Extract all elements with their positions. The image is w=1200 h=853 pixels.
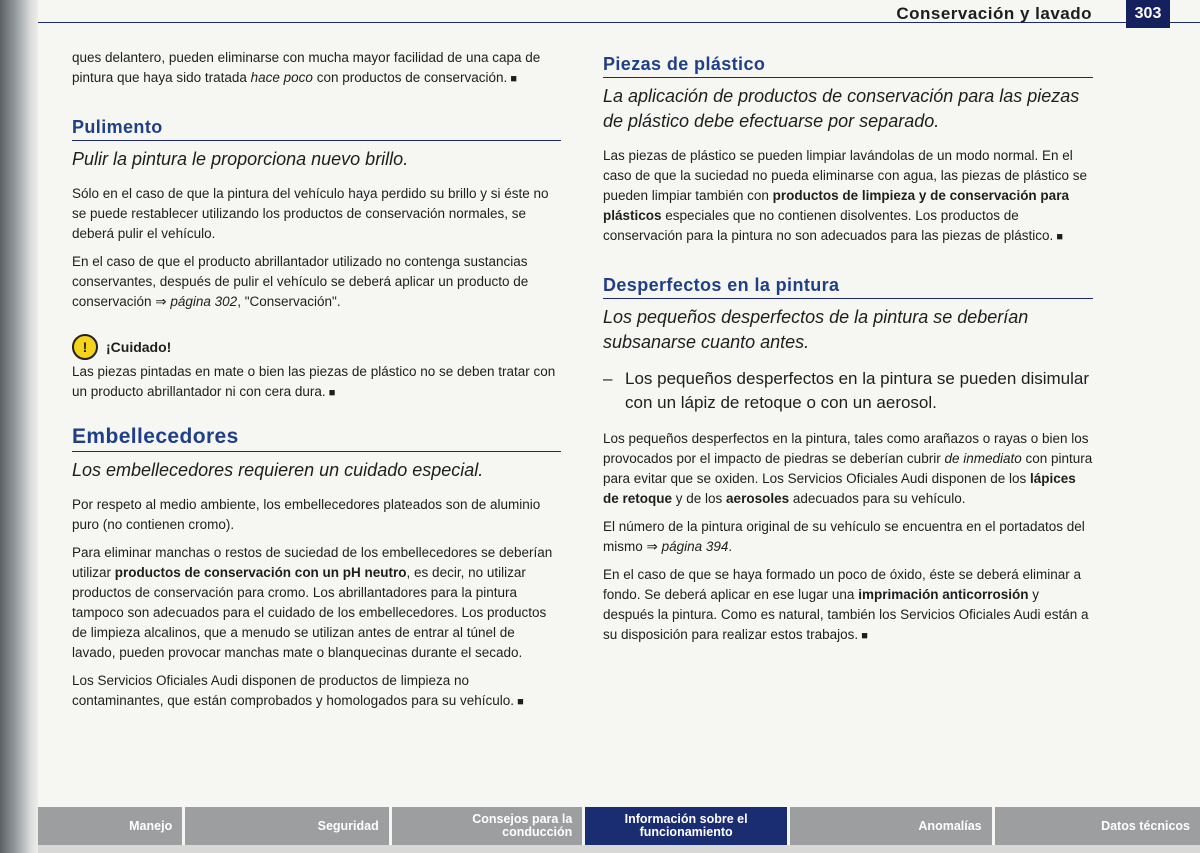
- section-title-embellecedores: Embellecedores: [72, 425, 561, 452]
- nav-label: Anomalías: [918, 818, 982, 833]
- text-run: especiales que no contienen disolventes. Los productos de conservación para la pintura no son adecuados para las piezas de plástico.: [603, 208, 1054, 243]
- section-lead-pulimento: Pulir la pintura le proporciona nuevo brillo.: [72, 149, 409, 169]
- caution-title: ¡Cuidado!: [106, 339, 172, 355]
- desperfectos-paragraph-2: [603, 517, 1093, 557]
- nav-label: Manejo: [129, 818, 173, 833]
- bold-run: imprimación anticorrosión: [858, 587, 1029, 602]
- text-run: Para eliminar manchas o restos de suciedad de los embellecedores se deberían utilizar: [72, 545, 553, 580]
- section-lead-embellecedores: Los embellecedores requieren un cuidado especial.: [72, 460, 484, 480]
- intro-paragraph: [72, 48, 561, 89]
- section-title-pulimento: Pulimento: [72, 117, 561, 141]
- nav-label: Consejos para la conducción: [472, 812, 573, 839]
- list-item-text: Los pequeños desperfectos en la pintura se pueden disimular con un lápiz de retoque o con un aerosol.: [625, 369, 1090, 412]
- text-run: En el caso de que se haya formado un poco de óxido, éste se deberá eliminar a fondo. Se deberá aplicar en ese lugar una: [603, 567, 1082, 602]
- right-column: [603, 48, 1093, 654]
- caution-header: [72, 334, 561, 360]
- nav-tab-manejo[interactable]: [38, 807, 182, 845]
- section-lead-plastico: La aplicación de productos de conservación para las piezas de plástico debe efectuarse por separado.: [603, 86, 1080, 131]
- text-run: con productos de conservación.: [312, 70, 508, 85]
- text-run: y de los: [672, 491, 727, 506]
- text-run: En el caso de que el producto abrillantador utilizado no contenga sustancias conservantes, después de pulir el vehículo se deberá aplicar un producto de conservación ⇒: [72, 254, 529, 309]
- left-column: [72, 48, 561, 720]
- chapter-title: Conservación y lavado: [896, 4, 1092, 23]
- manual-page: [38, 0, 1200, 853]
- bottom-bar: [38, 845, 1200, 853]
- nav-tab-datos-tecnicos[interactable]: [995, 807, 1200, 845]
- nav-label: Seguridad: [317, 818, 379, 833]
- caution-box: [72, 334, 561, 403]
- italic-run: hace poco: [250, 70, 313, 85]
- embellecedores-paragraph-1: Por respeto al medio ambiente, los embellecedores plateados son de aluminio puro (no contienen cromo).: [72, 497, 541, 532]
- text-run: El número de la pintura original de su vehículo se encuentra en el portadatos del mismo ⇒: [603, 519, 1085, 554]
- embellecedores-paragraph-3: Los Servicios Oficiales Audi disponen de productos de limpieza no contaminantes, que están comprobados y homologados para su vehículo. ■: [72, 671, 561, 712]
- plastico-paragraph-1: [603, 146, 1093, 247]
- italic-run: página 302: [170, 294, 238, 309]
- text-run: Las piezas de plástico se pueden limpiar lavándolas de un modo normal. En el caso de que la suciedad no pueda eliminarse con agua, las piezas de plástico se pueden limpiar también con: [603, 148, 1088, 203]
- italic-run: página 394: [661, 539, 729, 554]
- nav-tab-anomalias[interactable]: [790, 807, 992, 845]
- chapter-nav: [38, 807, 1200, 845]
- nav-label: Información sobre el funcionamiento: [624, 812, 748, 839]
- text-run: ques delantero, pueden eliminarse con mucha mayor facilidad de una capa de pintura que haya sido tratada: [72, 50, 541, 85]
- page-number: 303: [1126, 0, 1170, 28]
- embellecedores-paragraph-2: [72, 543, 561, 663]
- italic-run: de inmediato: [944, 451, 1022, 466]
- section-title-plastico: Piezas de plástico: [603, 54, 1093, 78]
- bold-run: aerosoles: [726, 491, 790, 506]
- bold-run: productos de limpieza y de conservación para plásticos: [603, 188, 1069, 223]
- text-run: adecuados para su vehículo.: [789, 491, 966, 506]
- text-run: , es decir, no utilizar productos de conservación para cromo. Los abrillantadores para la pintura tampoco son adecuados para el cuidado de los embellecedores. Los productos de limpieza alcalinos, que a menudo se utilizan antes de entrar al túnel de lavado, pueden provocar manchas mate o blanquecinas durante el secado.: [72, 565, 547, 660]
- warning-icon: !: [72, 334, 98, 360]
- pulimento-paragraph-1: Sólo en el caso de que la pintura del vehículo haya perdido su brillo y si éste no se puede restablecer utilizando los productos de conservación normales, se deberá pulir el vehículo.: [72, 186, 549, 241]
- section-lead-desperfectos: Los pequeños desperfectos de la pintura se deberían subsanarse cuanto antes.: [603, 307, 1029, 352]
- nav-label: Datos técnicos: [1101, 818, 1190, 833]
- list-item: [603, 367, 1093, 415]
- text-run: , "Conservación".: [237, 294, 341, 309]
- nav-tab-informacion[interactable]: [585, 807, 787, 845]
- section-title-desperfectos: Desperfectos en la pintura: [603, 275, 1093, 299]
- text-run: .: [728, 539, 733, 554]
- text-run: con pintura para evitar que se oxiden. Los Servicios Oficiales Audi disponen de los: [603, 451, 1093, 486]
- pulimento-paragraph-2: [72, 252, 561, 312]
- desperfectos-paragraph-3: [603, 565, 1093, 646]
- text-run: y después la pintura. Como es natural, también los Servicios Oficiales Audi están a su disposición para realizar estos trabajos.: [603, 587, 1089, 642]
- nav-tab-consejos[interactable]: [392, 807, 583, 845]
- text-run: Los pequeños desperfectos en la pintura, tales como arañazos o rayas o bien los provocados por el impacto de piedras se deberían cubrir: [603, 431, 1089, 466]
- bold-run: lápices de retoque: [603, 471, 1076, 506]
- bold-run: productos de conservación con un pH neutro: [114, 565, 407, 580]
- desperfectos-paragraph-1: [603, 429, 1093, 509]
- caution-text: Las piezas pintadas en mate o bien las piezas de plástico no se deben tratar con un producto abrillantador ni con cera dura. ■: [72, 362, 561, 403]
- book-spine-shadow: [0, 0, 38, 853]
- nav-tab-seguridad[interactable]: [185, 807, 389, 845]
- dash-icon: –: [603, 369, 613, 388]
